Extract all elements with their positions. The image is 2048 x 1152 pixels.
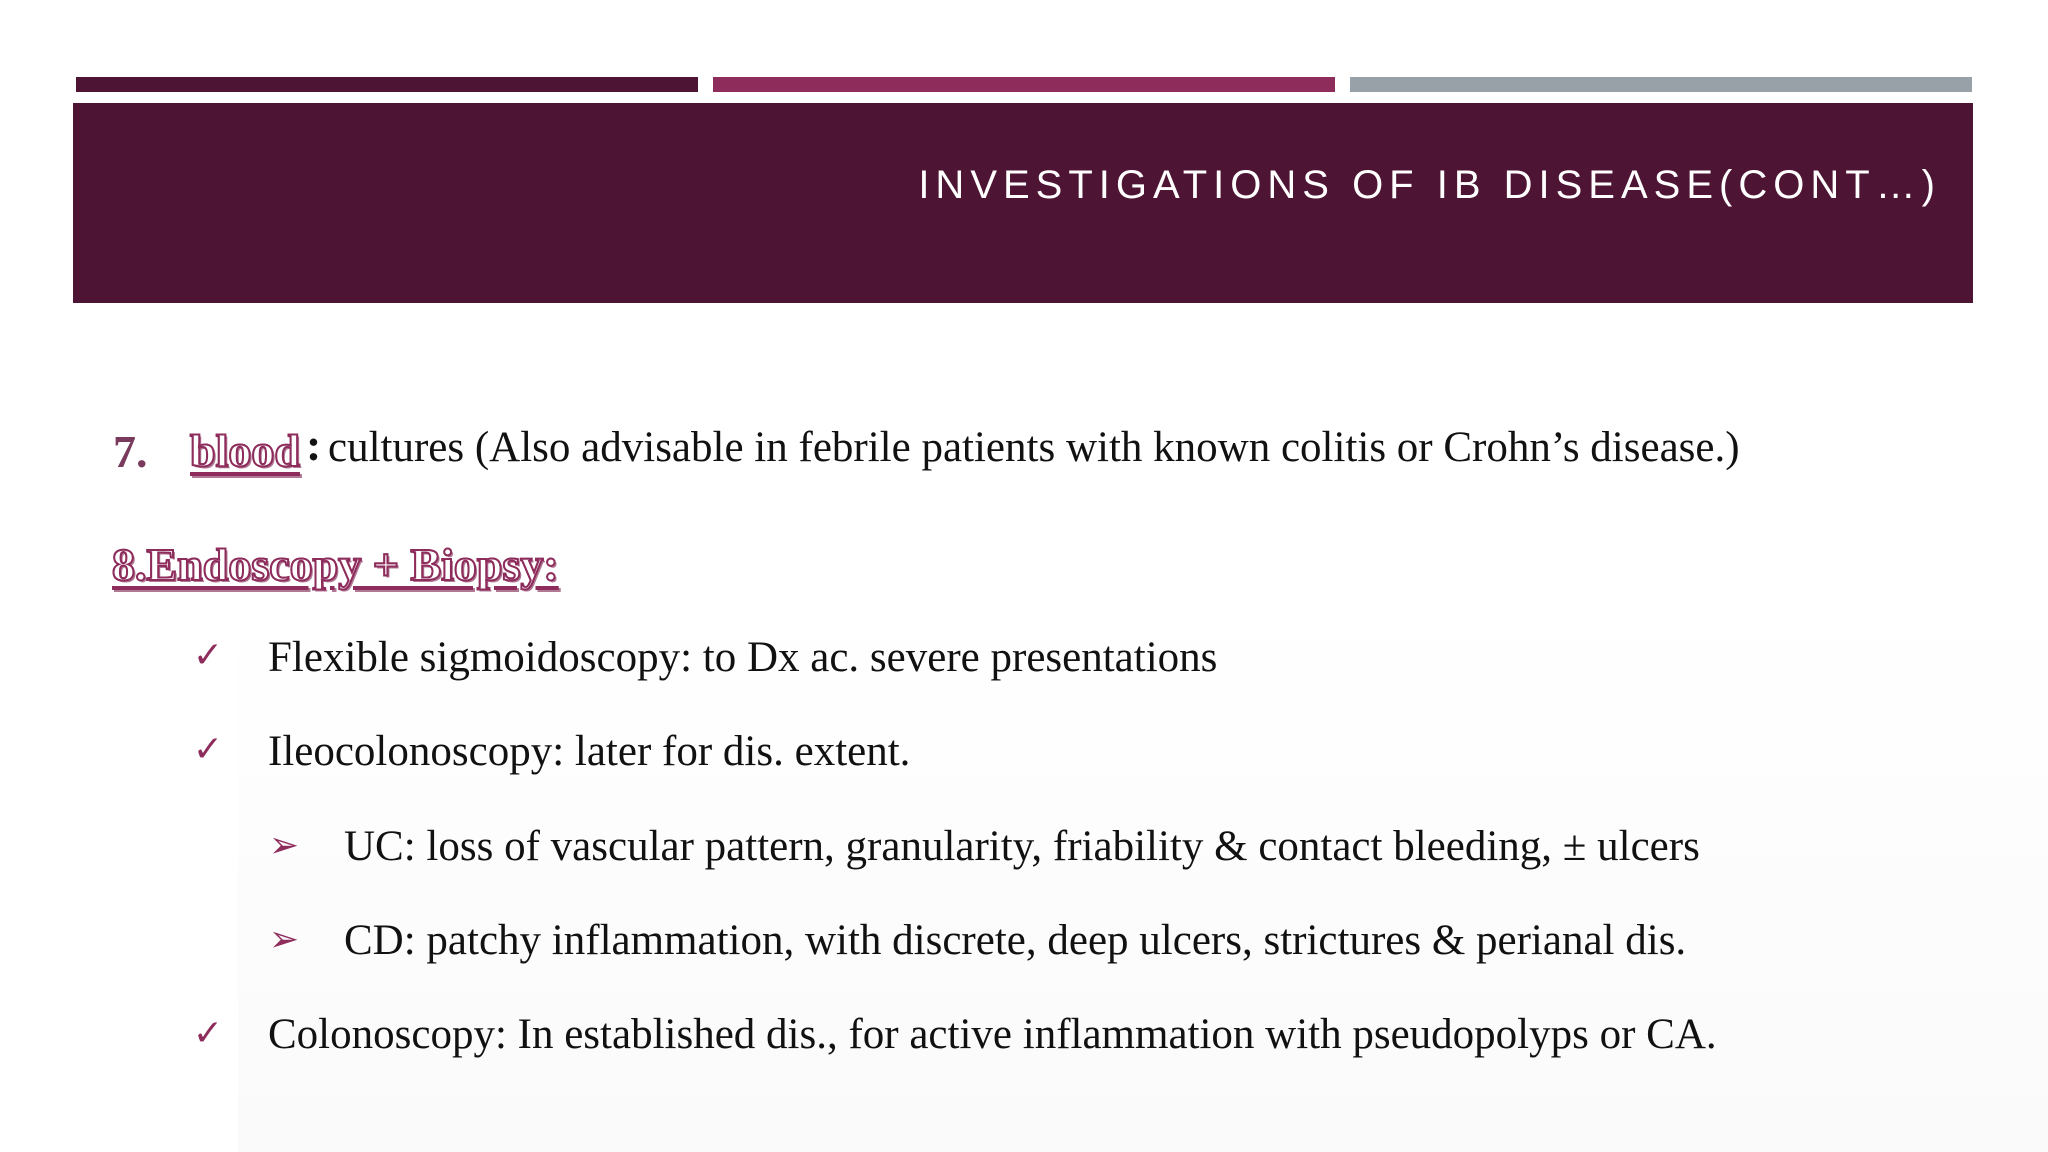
bullet-text: Colonoscopy: In established dis., for active inflammation with pseudopolyps or CA. <box>268 1011 1717 1058</box>
check-icon: ✓ <box>192 1013 224 1053</box>
bullet-text: Flexible sigmoidoscopy: to Dx ac. severe presentations <box>268 634 1218 681</box>
check-icon: ✓ <box>192 635 224 675</box>
slide-title: INVESTIGATIONS OF IB DISEASE(CONT…) <box>918 163 1941 207</box>
check-icon: ✓ <box>192 729 224 769</box>
sub-bullet-text: UC: loss of vascular pattern, granularity, friability & contact bleeding, ± ulcers <box>344 823 1700 870</box>
item-7-colon: : <box>306 419 322 470</box>
bullet-text: Ileocolonoscopy: later for dis. extent. <box>268 728 911 775</box>
arrow-bullet-icon: ➢ <box>268 825 300 865</box>
item-7-number: 7. <box>113 426 148 477</box>
sub-bullet-text: CD: patchy inflammation, with discrete, deep ulcers, strictures & perianal dis. <box>344 917 1687 964</box>
arrow-bullet-icon: ➢ <box>268 919 300 959</box>
item-7-keyword: blood <box>190 425 300 476</box>
item-7-text: cultures (Also advisable in febrile patients with known colitis or Crohn’s disease.) <box>328 424 1740 471</box>
item-8-heading: 8.Endoscopy + Biopsy: <box>112 539 559 590</box>
